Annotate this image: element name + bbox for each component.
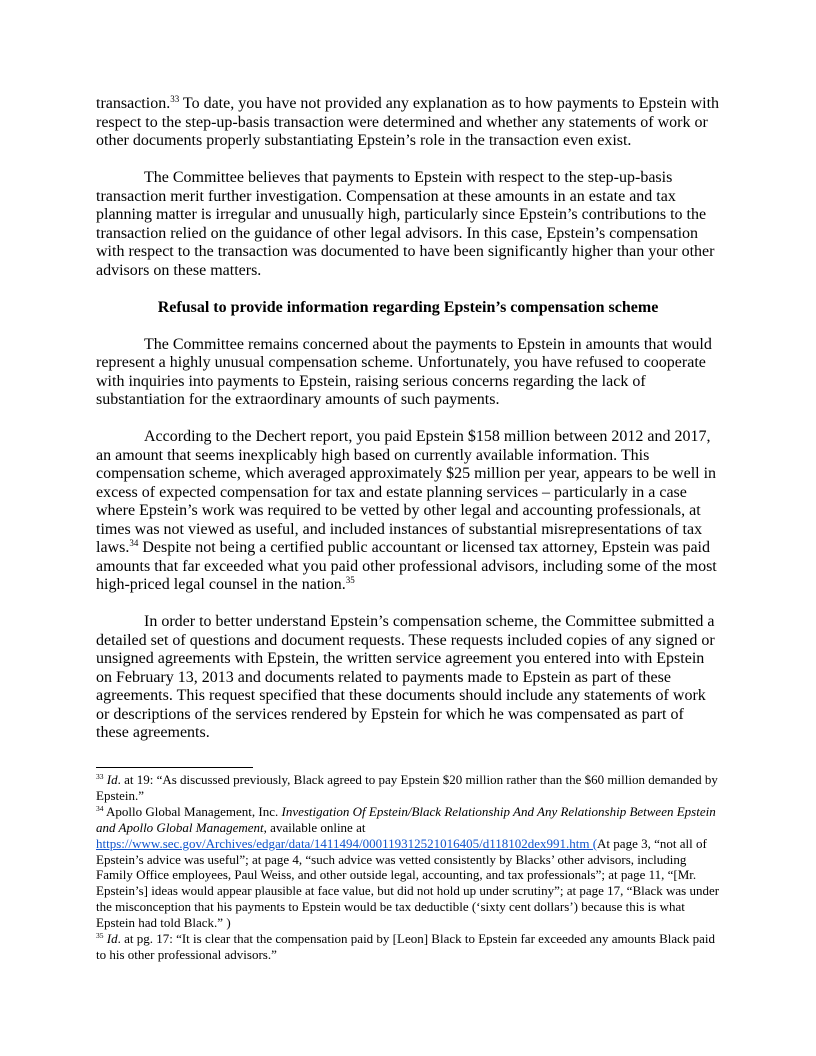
footnote-33: $^{33}$ Id. at 19: “As discussed previously, Black agreed to pay Epstein $20 million rather than the $60 million demanded by Epstein.” (96, 772, 718, 803)
footnote-ref-34[interactable]: 34 (129, 538, 139, 548)
footnote-ref-33[interactable]: 33 (170, 94, 180, 104)
footnote-divider (96, 767, 253, 768)
section-heading: Refusal to provide information regarding Epstein’s compensation scheme (157, 298, 659, 316)
body-text (96, 95, 720, 761)
sec-report-link[interactable]: https://www.sec.gov/Archives/edgar/data/1411494/000119312521016405/d118102dex991.htm ( (96, 835, 598, 851)
footnotes (96, 772, 720, 963)
paragraph-1: transaction.$^{33}$ To date, you have not provided any explanation as to how payments to Epstein with respect to the step-up-basis transaction were determined and whether any statements of work or other documents properly substantiating Epstein’s role in the transaction even exist. (96, 94, 720, 149)
footnote-34: $^{34}$ Apollo Global Management, Inc. Investigation Of Epstein/Black Relationship And Any Relationship Between Epstein and Apollo Global Management, available online at https://www.sec.gov/Archives/edgar/data/1411494/000119312521016405/d118102dex991.htm (At page 3, “not all of Epstein’s advice was useful”; at page 4, “such advice was vetted consistently by Blacks’ other advisors, including Family Office employees, Paul Weiss, and other outside legal, accounting, and tax professionals”; at page 11, “[Mr. Epstein’s] ideas would appear plausible at face value, but did not hold up under scrutiny”; at page 17, “Black was under the misconception that his payments to Epstein would be tax deductible (‘sixty cent dollars’) because this is what Epstein had told Black.” ) (96, 803, 720, 931)
footnote-ref-35[interactable]: 35 (345, 575, 355, 585)
paragraph-3: The Committee remains concerned about the payments to Epstein in amounts that would represent a highly unusual compensation scheme. Unfortunately, you have refused to cooperate with inquiries into payments to Epstein, raising serious concerns regarding the lack of substantiation for the extraordinary amounts of such payments. (96, 335, 712, 408)
footnote-35: $^{35}$ Id. at pg. 17: “It is clear that the compensation paid by [Leon] Black to Epstein far exceeded any amounts Black paid to his other professional advisors.” (96, 931, 716, 962)
paragraph-2: The Committee believes that payments to Epstein with respect to the step-up-basis transaction merit further investigation. Compensation at these amounts in an estate and tax planning matter is irregular and unusually high, particularly since Epstein’s contributions to the transaction relied on the guidance of other legal advisors. In this case, Epstein’s compensation with respect to the transaction was documented to have been significantly higher than your other advisors on these matters. (96, 169, 715, 279)
paragraph-4: According to the Dechert report, you paid Epstein $158 million between 2012 and 2017, an amount that seems inexplicably high based on currently available information. This compensation scheme, which averaged approximately $25 million per year, appears to be well in excess of expected compensation for tax and estate planning services – particularly in a case where Epstein’s work was required to be vetted by other legal and accounting professionals, at times was not viewed as useful, and included instances of substantial misrepresentations of tax laws.$^{34}$ Despite not being a certified public accountant or licensed tax attorney, Epstein was paid amounts that far exceeded what you paid other professional advisors, including some of the most high-priced legal counsel in the nation.$^{35}$ (96, 428, 717, 593)
paragraph-5: In order to better understand Epstein’s compensation scheme, the Committee submitted a detailed set of questions and document requests. These requests included copies of any signed or unsigned agreements with Epstein, the written service agreement you entered into with Epstein on February 13, 2013 and documents related to payments made to Epstein as part of these agreements. This request specified that these documents should include any statements of work or descriptions of the services rendered by Epstein for which he was compensated as part of these agreements. (96, 613, 715, 741)
